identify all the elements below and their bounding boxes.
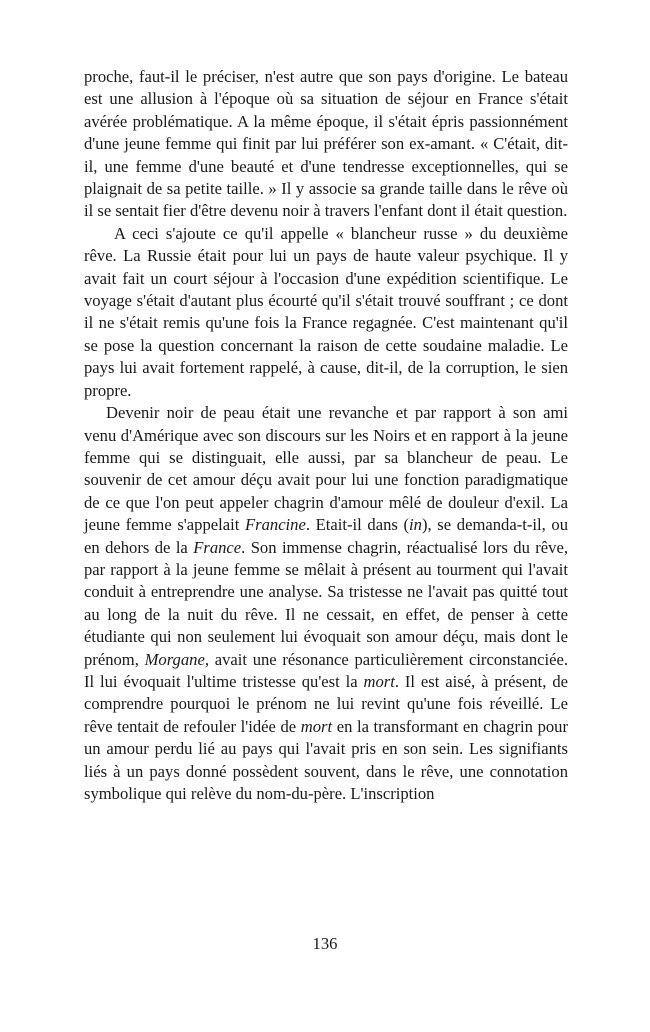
text-run: , avait une résonance particulièrement circonstanciée. Il lui évoquait l'ultime tristesse qu'est la [84,649,568,691]
paragraph-1 [84,66,568,223]
page-number: 136 [312,934,338,953]
italic-text: Morgane [144,649,205,669]
text-run: . Il est aisé, à présent, de comprendre pourquoi le prénom ne lui revint qu'une fois réveillé. Le rêve tentait de refouler l'idée de [84,671,568,736]
italic-text: mort [300,716,333,736]
italic-text: Francine [245,515,306,535]
body-text [84,66,568,805]
text-run: A ceci s'ajoute ce qu'il appelle « blancheur russe » du deuxième rêve. La Russie était pour lui un pays de haute valeur psychique. Il y avait fait un court séjour à l'occasion d'une expédition scientifique. Le voyage s'était d'autant plus écourté qu'il s'était trouvé souffrant ; ce dont il ne s'était remis qu'une fois la France regagnée. C'est maintenant qu'il se pose la question concernant la raison de cette soudaine maladie. Le pays lui avait fortement rappelé, à cause, dit-il, de la corruption, le sien propre. [84,223,568,400]
text-run: Devenir noir de peau était une revanche et par rapport à son ami venu d'Amérique avec son discours sur les Noirs et en rapport à la jeune femme qui se distinguait, elle aussi, par sa blancheur de peau. Le souvenir de cet amour déçu avait pour lui une fonction paradigmatique de ce que l'on peut appeler chagrin d'amour mêlé de douleur d'exil. La jeune femme s'appelait [84,403,568,535]
text-run: ), se demanda-t-il, ou en dehors de la [84,515,568,557]
italic-text: in [409,515,422,535]
italic-text: mort [363,671,395,691]
text-run: . Etait-il dans ( [305,515,410,535]
paragraph-3 [84,402,568,805]
paragraph-2 [84,223,568,402]
text-run: proche, faut-il le préciser, n'est autre que son pays d'origine. Le bateau est une allusion à l'époque où sa situation de séjour en France s'était avérée problématique. A la même époque, il s'était épris passionnément d'une jeune femme qui finit par lui préférer son ex-amant. « C'était, dit-il, une femme d'une beauté et d'une tendresse exceptionnelles, qui se plaignait de sa petite taille. » Il y associe sa grande taille dans le rêve où il se sentait fier d'être devenu noir à travers l'enfant dont il était question. [84,67,568,221]
text-run: . Son immense chagrin, réactualisé lors du rêve, par rapport à la jeune femme se mêlait à présent au tourment qui l'avait conduit à entreprendre une analyse. Sa tristesse ne l'avait pas quitté tout au long de la nuit du rêve. Il ne cessait, en effet, de penser à cette étudiante qui non seulement lui évoquait son amour déçu, mais dont le prénom, [84,537,568,669]
text-run: en la transformant en chagrin pour un amour perdu lié au pays qui l'avait pris en son sein. Les signifiants liés à un pays donné possèdent souvent, dans le rêve, une connotation symbolique qui relève du nom-du-père. L'inscription [84,716,568,803]
italic-text: France [193,537,242,557]
